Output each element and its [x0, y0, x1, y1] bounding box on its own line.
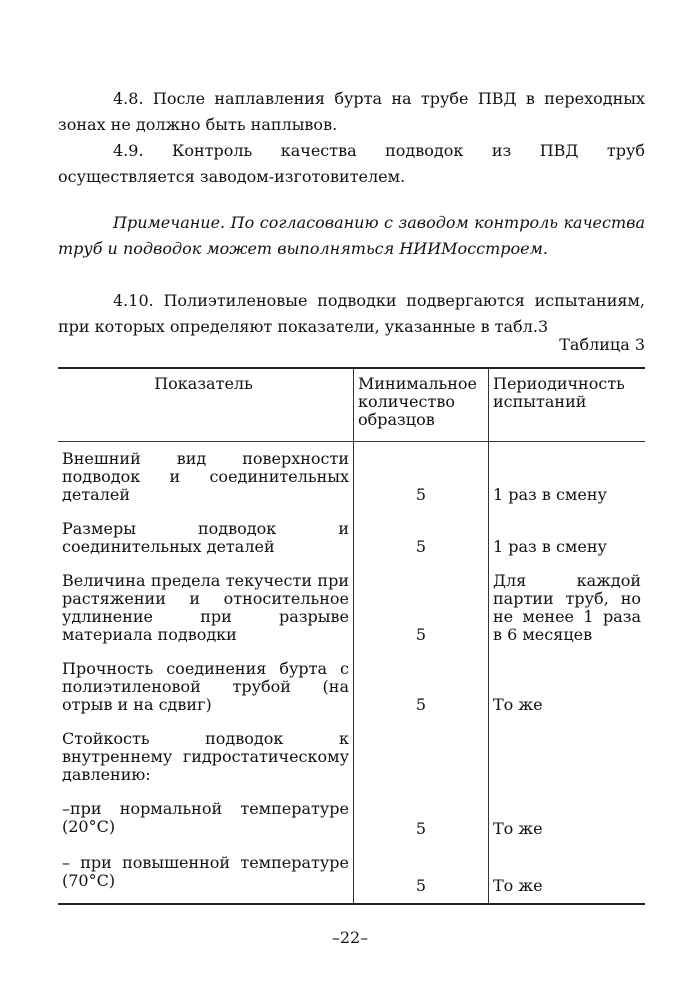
cell-period: [489, 722, 646, 792]
cell-period: 1 раз в смену: [493, 537, 607, 556]
cell-period: То же: [493, 819, 543, 838]
note: Примечание. По согласованию с заводом контроль качества труб и подводок может выполняться НИИМосстроем.: [58, 213, 645, 258]
cell-indicator: –при нормальной температуре (20°С): [62, 799, 349, 836]
table-row: [58, 722, 645, 792]
cell-indicator: Величина предела текучести при растяжении и относительное удлинение при разрыве материала подводки: [62, 571, 349, 644]
table-row: [58, 442, 645, 513]
cell-samples: [354, 722, 489, 792]
cell-indicator: Стойкость подводок к внутреннему гидростатическому давлению:: [62, 729, 349, 784]
cell-samples: 5: [354, 512, 489, 564]
cell-samples: 5: [354, 792, 489, 846]
header-indicator: Показатель: [58, 368, 354, 442]
page-number: –22–: [331, 928, 369, 947]
table-row: [58, 652, 645, 722]
cell-samples: 5: [354, 442, 489, 513]
paragraph-4-8: 4.8. После наплавления бурта на трубе ПВД в переходных зонах не должно быть наплывов.: [58, 89, 645, 134]
cell-period: 1 раз в смену: [493, 485, 607, 504]
table-row: [58, 846, 645, 904]
paragraph-4-10: 4.10. Полиэтиленовые подводки подвергаются испытаниям, при которых определяют показатели, указанные в табл.3: [58, 291, 645, 336]
paragraph-4-9: 4.9. Контроль качества подводок из ПВД труб осуществляется заводом-изготовителем.: [58, 141, 645, 186]
cell-samples: 5: [354, 564, 489, 652]
header-period: Периодичность испытаний: [489, 368, 646, 442]
cell-period: То же: [493, 876, 543, 895]
cell-period: Для каждой партии труб, но не менее 1 раза в 6 месяцев: [493, 571, 641, 644]
cell-samples: 5: [354, 652, 489, 722]
cell-period: То же: [493, 695, 543, 714]
table-row: [58, 564, 645, 652]
indicators-table: [58, 367, 645, 905]
header-samples: Минимальное количество образцов: [354, 368, 489, 442]
table-row: [58, 792, 645, 846]
cell-indicator: Внешний вид поверхности подводок и соединительных деталей: [62, 449, 349, 504]
cell-indicator: – при повышенной температуре (70°С): [62, 853, 349, 890]
table-row: [58, 512, 645, 564]
table-header: [58, 368, 645, 442]
cell-indicator: Размеры подводок и соединительных деталей: [62, 519, 349, 556]
table-caption: Таблица 3: [559, 335, 645, 354]
cell-indicator: Прочность соединения бурта с полиэтиленовой трубой (на отрыв и на сдвиг): [62, 659, 349, 714]
cell-samples: 5: [354, 846, 489, 904]
